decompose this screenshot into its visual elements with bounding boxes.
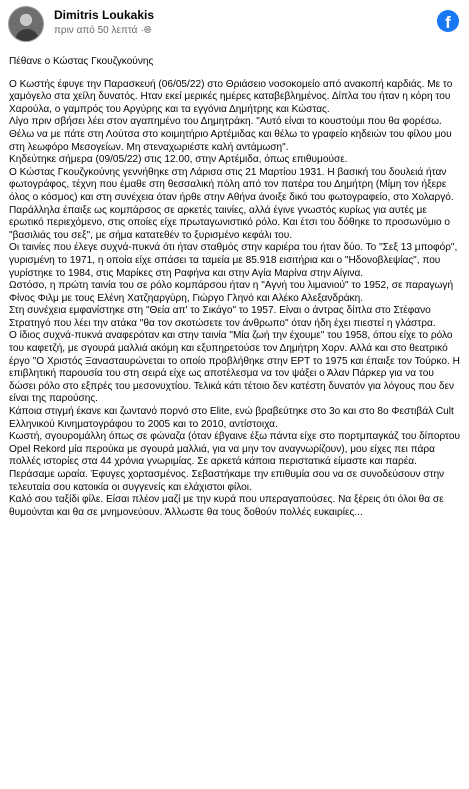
post-paragraph: Στη συνέχεια εμφανίστηκε στη "Θεία απ' το Σικάγο" το 1957. Είναι ο άντρας δίπλα στο Στέφανο Στρατηγό που λέει την ατάκα "θα τον σκοτώσετε τον άνθρωπο" όταν ήδη έχει πιεστεί η γλάστρα. — [9, 305, 436, 329]
post-paragraph: Κωστή, σγουρομάλλη όπως σε φώναζα (όταν έβγαινε έξω πάντα είχε στο πορτμπαγκάζ του δίπορτου Opel Rekord μία περούκα με σγουρά μαλλιά, για να μην τον αναγνωρίζουν), μου είχες πει πάρα πολλές ιστορίες στα 44 χρόνια γνωριμίας. Σε αρκετά κάποια περιστατικά είμαστε και παρέα. Περάσαμε ωραία. Έφυγες χορτασμένος. Σεβαστήκαμε την επιθυμία σου να σε συνοδεύσουν στην τελευταία σου κατοικία οι συγγενείς και ελάχιστοι φίλοι. — [9, 431, 461, 493]
avatar[interactable] — [8, 6, 44, 42]
post-meta — [54, 25, 152, 36]
post-paragraph: Καλό σου ταξίδι φίλε. Είσαι πλέον μαζί με την κυρά που υπεραγαπούσες. Να ξέρεις ότι όλοι θα σε θυμούνται και θα σε μνημονεύουν. Άλλωστε θα τους δοθούν πολλές ευκαιρίες... — [9, 494, 444, 518]
post-paragraph: Ο Κώστας Γκουζγκούνης γεννήθηκε στη Λάρισα στις 21 Μαρτίου 1931. Η βασική του δουλειά ήταν φωτογράφος, τέχνη που έμαθε στη θεσσαλική πόλη από τον πατέρα του Δημήτρη (Μίμη τον ήξερε όλος ο κόσμος) και στη συνέχεια όταν ήρθε στην Αθήνα άνοιξε δικό του φωτογραφείο, στο Χολαργό. Παράλληλα έπαιξε ως κομπάρσος σε αρκετές ταινίες, αλλά έγινε γνωστός κυρίως για αυτές με ερωτικό περιεχόμενο, στις οποίες είχε πρωταγωνιστικό ρόλο. Και έτσι του δόθηκε το προσωνύμιο ο "βασιλιάς του σεξ", με σήμα κατατεθέν το ξυρισμένο κεφάλι του. — [9, 166, 454, 241]
post-timestamp[interactable]: πριν από 50 λεπτά — [54, 25, 138, 36]
post-paragraph: Κηδεύτηκε σήμερα (09/05/22) στις 12.00, στην Αρτέμιδα, όπως επιθυμούσε. — [9, 154, 348, 166]
post-paragraph: Οι ταινίες που έλεγε συχνά-πυκνά ότι ήταν σταθμός στην καριέρα του ήταν δύο. Το "Σεξ 13 μποφόρ", γυρισμένη το 1971, η οποία είχε σπάσει τα ταμεία με 85.918 εισιτήρια και ο "Ηδονοβλεψίας", που γυρίστηκε το 1984, στις Μαρίκες στη Ραφήνα και στην Αγία Μαρίνα στην Αίγινα. — [9, 242, 458, 279]
post-paragraph: Ωστόσο, η πρώτη ταινία του σε ρόλο κομπάρσου ήταν η "Αγνή του λιμανιού" το 1952, σε παραγωγή Φίνος Φιλμ με τους Ελένη Χατζηαργύρη, Γιώργο Γληνό και Αλέκο Αλεξανδράκη. — [9, 280, 454, 304]
facebook-icon: f — [437, 10, 459, 32]
post-paragraph: Ο ίδιος συχνά-πυκνά αναφερόταν και στην ταινία "Μία ζωή την έχουμε" του 1958, όπου είχε το ρόλο του καφετζή, με σγουρά μαλλιά ακόμη και εξυπηρετούσε τον Δημήτρη Χορν. Αλλά και στο θεατρικό έργο "Ο Χριστός Ξανασταυρώνεται το οποίο προβλήθηκε στην ΕΡΤ το 1975 και έπαιξε τον Τούρκο. Η επιβλητική παρουσία του στη σειρά είχε ως αποτέλεσμα να τον ψάξει ο Άλαν Πάρκερ για να του δώσει ρόλο στο εξπρές του μεσονυχτίου. Τελικά κάτι τέτοιο δεν κατέστη δυνατόν για λόγους που δεν είναι της παρούσης. — [9, 330, 460, 405]
post-header — [0, 0, 469, 48]
post-body — [9, 56, 461, 519]
post-title: Πέθανε ο Κώστας Γκουζγκούνης — [9, 56, 154, 67]
post-paragraph: Ο Κωστής έφυγε την Παρασκευή (06/05/22) στο Θριάσειο νοσοκομείο από ανακοπή καρδιάς. Με το χαμόγελο στα χείλη δυνατός. Ηταν εκεί μερικές ημέρες καταβεβλημένος. Δίπλα του ήταν η κόρη του Χαρούλα, ο γαμπρός του Αργύρης και τα εγγόνια Δημήτρης και Κώστας. — [9, 78, 453, 115]
post-paragraph: Λίγο πριν σβήσει λέει στον αγαπημένο του Δημητράκη. "Αυτό είναι το κουστούμι που θα φορέσω. Θέλω να με πάτε στη Λούτσα στο κοιμητήριο Αρτέμιδας και θέλω το γραφείο κηδειών του φίλου μου στη λεωφόρο Μεσογείων. Μη στεναχωριέστε καλή αντάμωση". — [9, 116, 452, 153]
author-name[interactable]: Dimitris Loukakis — [54, 8, 155, 22]
globe-icon: ·🌐︎ — [140, 25, 152, 36]
post-paragraph: Κάποια στιγμή έκανε και ζωντανό πορνό στο Elite, ενώ βραβεύτηκε στο 3ο και στο 8ο Φεστιβάλ Cult Ελληνικού Κινηματογράφου το 2005 και το 2010, αντίστοιχα. — [9, 406, 454, 430]
